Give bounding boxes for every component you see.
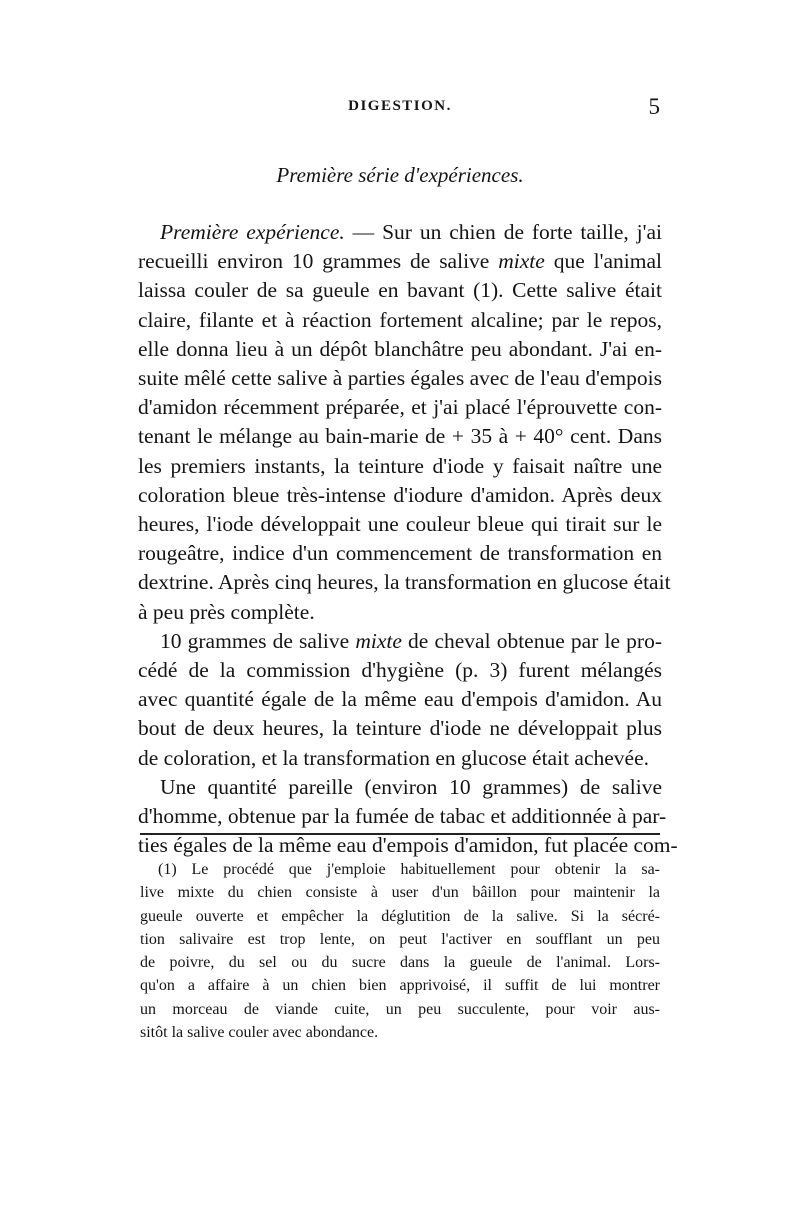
footnote [140,858,660,1044]
text-line: tenant le mélange au bain-marie de + 35 à + 40° cent. Dans [138,424,662,449]
text-segment: que l'animal [544,249,663,274]
text-line [138,247,662,276]
text-segment: de cheval obtenue par le pro- [401,628,662,653]
text-line: coloration bleue très-intense d'iodure d'amidon. Après deux [138,482,662,507]
text-line: laissa couler de sa gueule en bavant (1). Cette salive était [138,278,662,303]
footnote-line: de poivre, du sel ou du sucre dans la gueule de l'animal. Lors- [140,954,660,972]
text-segment: — Sur un chien de forte taille, j'ai [344,220,662,244]
footnote-line: sitôt la salive couler avec abondance. [140,1024,379,1042]
footnote-line: live mixte du chien consiste à user d'un bâillon pour maintenir la [140,884,660,902]
text-line: dextrine. Après cinq heures, la transformation en glucose était [138,570,671,595]
text-line: de coloration, et la transformation en glucose était achevée. [138,745,650,770]
footnote-line: tion salivaire est trop lente, on peut l'activer en soufflant un peu [140,930,660,948]
text-line: claire, filante et à réaction fortement alcaline; par le repos, [138,307,662,332]
text-line: à peu près complète. [138,599,315,624]
italic-term: mixte [355,628,402,653]
experience-title: Première expérience. [160,220,345,244]
footnote-line: qu'on a affaire à un chien bien apprivoisé, il suffit de lui montrer [140,977,660,995]
italic-term: mixte [498,249,545,274]
text-line [138,627,662,656]
text-line: d'homme, obtenue par la fumée de tabac et additionnée à par- [138,804,667,829]
footnote-line: (1) Le procédé que j'emploie habituellement pour obtenir la sa- [158,861,660,878]
footnote-line: gueule ouverte et empêcher la déglutition de la salive. Si la sécré- [140,907,660,925]
footnote-divider [140,833,660,835]
main-text [138,218,678,860]
text-line: avec quantité égale de la même eau d'empois d'amidon. Au [138,687,662,712]
text-line: les premiers instants, la teinture d'iode y faisait naître une [138,453,662,478]
text-line: rougeâtre, indice d'un commencement de transformation en [138,541,662,566]
page-number: 5 [648,94,660,119]
text-line [138,218,662,247]
text-line: cédé de la commission d'hygiène (p. 3) furent mélangés [138,658,662,683]
text-line: d'amidon récemment préparée, et j'ai placé l'éprouvette con- [138,395,662,420]
text-line: ties égales de la même eau d'empois d'amidon, fut placée com- [138,833,678,858]
text-line: bout de deux heures, la teinture d'iode ne développait plus [138,716,662,741]
text-line: heures, l'iode développait une couleur bleue qui tirait sur le [138,512,662,537]
running-title: DIGESTION. [348,98,452,114]
text-line: elle donna lieu à un dépôt blanchâtre peu abondant. J'ai en- [138,336,662,361]
text-line: suite mêlé cette salive à parties égales avec de l'eau d'empois [138,366,662,391]
text-segment: 10 grammes de salive [160,628,356,653]
text-line: Une quantité pareille (environ 10 grammes) de salive [160,774,662,799]
footnote-line: un morceau de viande cuite, un peu succulente, pour voir aus- [140,1000,660,1018]
running-header [140,94,660,122]
text-segment: recueilli environ 10 grammes de salive [138,249,499,274]
section-heading: Première série d'expériences. [276,163,524,187]
